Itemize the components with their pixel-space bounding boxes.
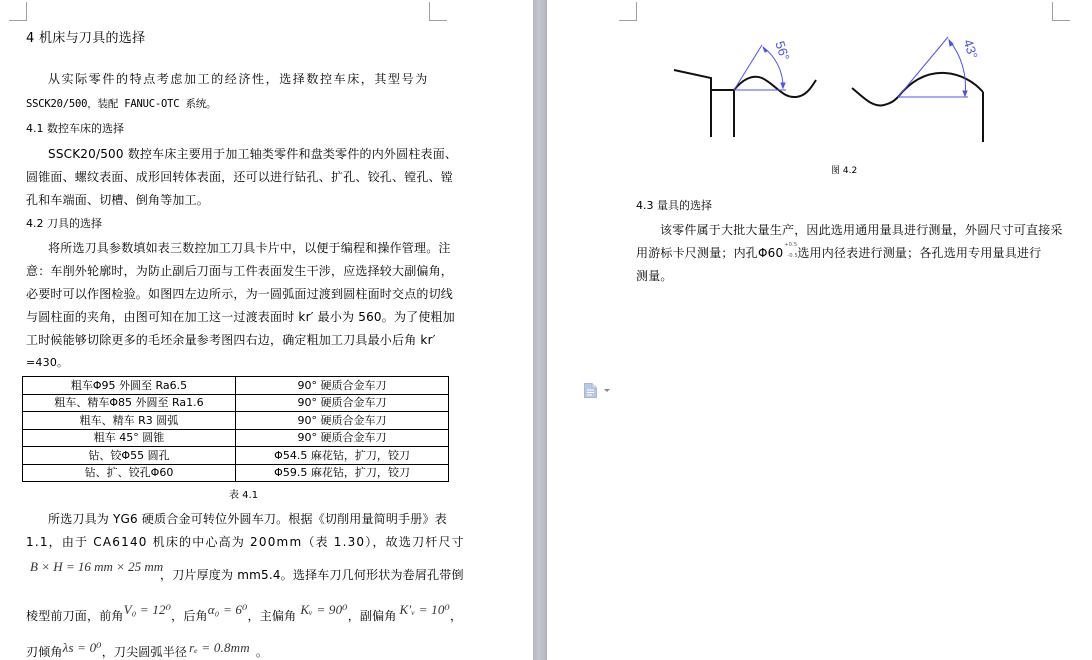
margin-corner-top-left: [619, 2, 637, 21]
text-segment: 刃倾角: [26, 645, 63, 659]
formula-inclination-angle: λs = 0⁰: [62, 640, 102, 655]
right-angle-label: 43°: [960, 37, 981, 61]
table-cell: 90° 硬质合金车刀: [236, 377, 449, 395]
section-4-2-line2: 意：车削外轮廓时，为防止副后刀面与工件表面发生干涉，应选择较大副偏角，: [26, 264, 454, 278]
table-cell: 粗车、精车 R3 圆弧: [23, 412, 236, 430]
formula-bxh: B × H = 16 mm × 25 mm: [30, 559, 164, 574]
section-4-1-line1: SSCK20/500 数控车床主要用于加工轴类零件和盘类零件的内外圆柱表面、: [48, 147, 458, 161]
intro-paragraph-line1: 从实际零件的特点考虑加工的经济性，选择数控车床，其型号为: [48, 72, 429, 86]
margin-corner-top-right: [1052, 2, 1070, 21]
section-4-3-line1: 该零件属于大批大量生产，因此选用通用量具进行测量，外圆尺寸可直接采: [660, 223, 1063, 237]
formula-clearance-angle: α₀ = 6⁰: [207, 602, 248, 617]
formula-lead-angle: Kᵥ = 90⁰: [300, 602, 348, 617]
text-segment: ，后角: [171, 609, 208, 623]
table-row: [23, 394, 449, 412]
text-segment: 棱型前刀面，前角: [26, 609, 124, 623]
paragraph-3-line3: ，刀片厚度为 mm5.4。选择车刀几何形状为卷屑孔带倒: [160, 568, 464, 582]
formula-nose-radius: rₑ = 0.8mm: [189, 640, 250, 655]
table-row: [23, 464, 449, 482]
table-cell: 钻、铰Φ55 圆孔: [23, 447, 236, 465]
table-cell: Φ54.5 麻花钻，扩刀，铰刀: [236, 447, 449, 465]
formula-rake-angle: V₀ = 12⁰: [123, 602, 172, 617]
document-icon[interactable]: [584, 383, 597, 398]
section-4-2-line1: 将所选刀具参数填如表三数控加工刀具卡片中，以便于编程和操作管理。注: [48, 241, 451, 255]
tool-table: [22, 376, 449, 482]
text-segment: 选用内径表进行测量；各孔选用专用量具进行: [797, 246, 1042, 260]
margin-corner-top-left: [9, 2, 27, 21]
paragraph-3-line5: [26, 640, 269, 660]
table-row: [23, 429, 449, 447]
right-angle-dimension: [898, 37, 968, 97]
tolerance-upper: +0.5: [784, 242, 798, 248]
right-profile: [852, 73, 983, 142]
intro-paragraph-line2: SSCK20/500，装配 FANUC-OTC 系统。: [26, 98, 217, 110]
text-segment: ，刀尖圆弧半径: [101, 645, 188, 659]
section-4-3-line2: [636, 244, 1041, 261]
figure-4-2: [660, 20, 1000, 150]
dropdown-arrow-icon[interactable]: [604, 389, 610, 392]
text-segment: ，副偏角: [347, 609, 397, 623]
table-cell: 90° 硬质合金车刀: [236, 412, 449, 430]
paragraph-3-line2: 1.1，由于 CA6140 机床的中心高为 200mm（表 1.30），故选刀杆尺寸: [26, 535, 465, 549]
table-caption: 表 4.1: [229, 490, 259, 501]
table-cell: 90° 硬质合金车刀: [236, 429, 449, 447]
section-4-2-line5: 工时候能够切除更多的毛坯余量参考图四右边，确定粗加工刀具最小后角 kr′: [26, 333, 436, 347]
section-4-1-line2: 圆锥面、螺纹表面、成形回转体表面，还可以进行钻孔、扩孔、铰孔、镗孔、镗: [26, 170, 454, 184]
tolerance-lower: -0.5: [787, 253, 798, 259]
table-row: [23, 447, 449, 465]
section-4-2-title: 4.2 刀具的选择: [26, 217, 102, 230]
table-cell: 粗车 45° 圆锥: [23, 429, 236, 447]
table-cell: 90° 硬质合金车刀: [236, 394, 449, 412]
section-4-2-line4: 与圆柱面的夹角，由图可知在加工这一过渡表面时 kr′ 最小为 560。为了使粗加: [26, 310, 455, 324]
chapter-heading: 4 机床与刀具的选择: [26, 31, 146, 46]
table-cell: Φ59.5 麻花钻，扩刀，铰刀: [236, 464, 449, 482]
margin-corner-top-right: [429, 2, 447, 21]
left-profile: [674, 70, 816, 137]
table-row: [23, 412, 449, 430]
document-page-left[interactable]: [0, 0, 533, 660]
section-4-2-line3: 必要时可以作图检验。如图四左边所示，为一圆弧面过渡到圆柱面时交点的切线: [26, 287, 454, 301]
table-cell: 钻、扩、铰孔Φ60: [23, 464, 236, 482]
figure-caption: 图 4.2: [831, 166, 858, 176]
table-cell: 粗车Φ95 外圆至 Ra6.5: [23, 377, 236, 395]
section-4-3-title: 4.3 量具的选择: [636, 199, 712, 212]
formula-minor-lead-angle: K′ᵥ = 10⁰: [399, 602, 450, 617]
tolerance: [783, 242, 798, 259]
left-angle-label: 56°: [772, 39, 793, 63]
page-gutter: [533, 0, 547, 660]
section-4-1-title: 4.1 数控车床的选择: [26, 122, 124, 135]
table-cell: 粗车、精车Φ85 外圆至 Ra1.6: [23, 394, 236, 412]
paragraph-3-line1: 所选刀具为 YG6 硬质合金可转位外圆车刀。根据《切削用量简明手册》表: [48, 512, 447, 526]
text-segment: 。: [255, 645, 269, 659]
table-row: [23, 377, 449, 395]
text-segment: 用游标卡尺测量；内孔Φ60: [636, 246, 784, 260]
section-4-3-line3: 测量。: [636, 269, 673, 283]
text-segment: ，主偏角: [247, 609, 297, 623]
text-segment: ，: [449, 609, 463, 623]
paragraph-3-line4: [26, 602, 463, 624]
section-4-1-line3: 孔和车端面、切槽、倒角等加工。: [26, 193, 210, 207]
section-4-2-line6: =430。: [26, 356, 69, 369]
